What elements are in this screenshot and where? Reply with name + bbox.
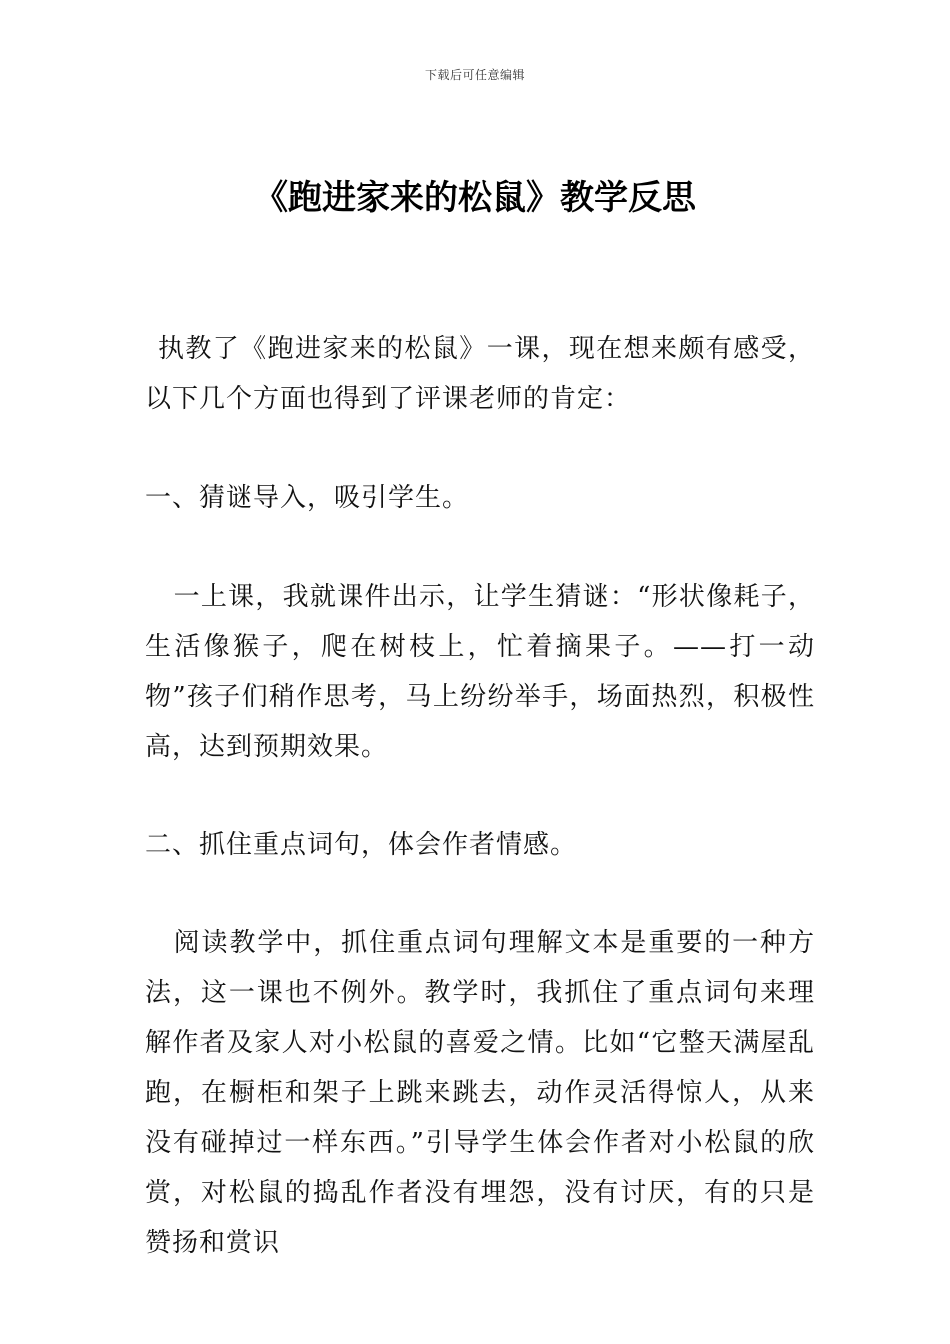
page-title: 《跑进家来的松鼠》教学反思 [254, 178, 696, 218]
section-1-paragraph: 一上课，我就课件出示，让学生猜谜：“形状像耗子，生活像猴子，爬在树枝上，忙着摘果子。——打一动物”孩子们稍作思考，马上纷纷举手，场面热烈，积极性高，达到预期效果。 [145, 582, 815, 762]
intro-paragraph: 执教了《跑进家来的松鼠》一课，现在想来颇有感受，以下几个方面也得到了评课老师的肯定： [145, 334, 815, 414]
section-2-heading: 二、抓住重点词句，体会作者情感。 [145, 830, 578, 860]
header-note: 下载后可任意编辑 [424, 68, 525, 82]
section-2-paragraph: 阅读教学中，抓住重点词句理解文本是重要的一种方法，这一课也不例外。教学时，我抓住了重点词句来理解作者及家人对小松鼠的喜爱之情。比如“它整天满屋乱跑，在橱柜和架子上跳来跳去，动作灵活得惊人，从来没有碰掉过一样东西。”引导学生体会作者对小松鼠的欣赏，对松鼠的捣乱作者没有埋怨，没有讨厌，有的只是赞扬和赏识 [145, 928, 815, 1258]
section-1-heading: 一、猜谜导入，吸引学生。 [145, 483, 470, 513]
